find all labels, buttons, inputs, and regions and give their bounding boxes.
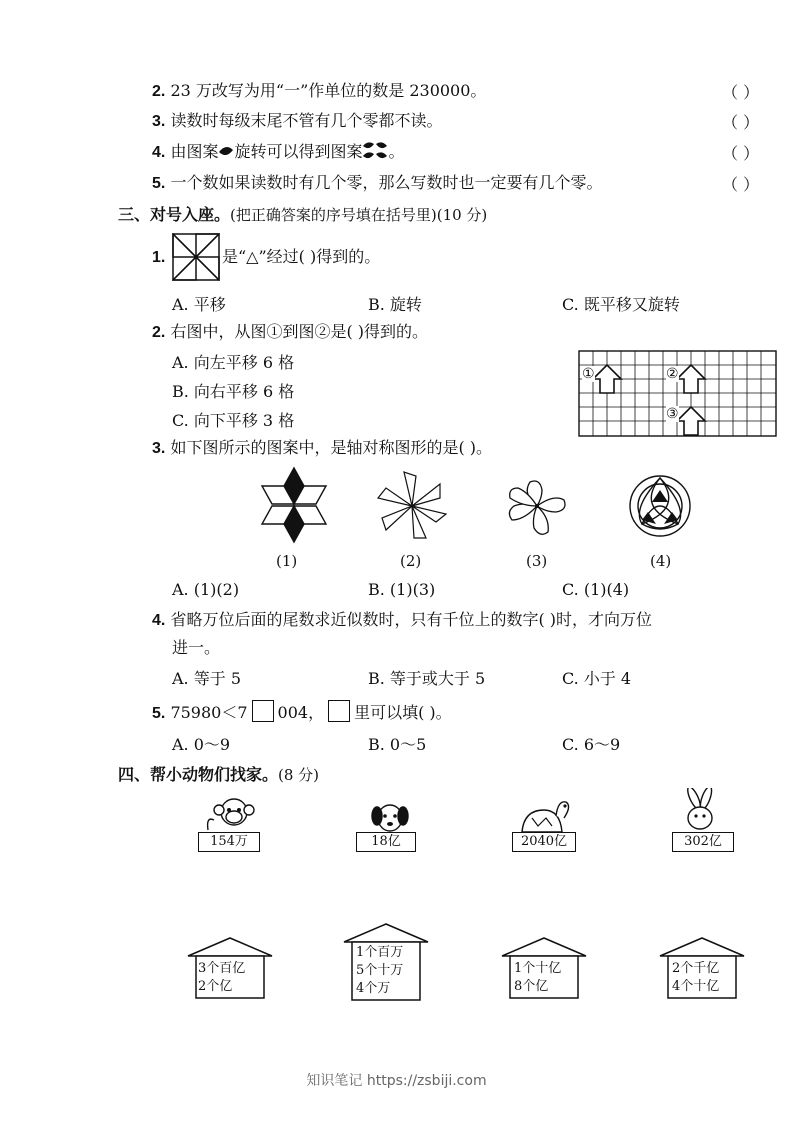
answer-paren[interactable]: （ ） — [722, 144, 760, 163]
judge-item-3: 3. 读数时每级末尾不管有几个零都不读。 — [152, 111, 443, 130]
house-label[interactable]: 2个千亿 4个十亿 — [672, 961, 720, 994]
option-a[interactable]: A. 平移 — [172, 295, 226, 314]
pinwheel-triangle-figure — [172, 233, 220, 281]
animal-sign[interactable]: 2040亿 — [512, 832, 576, 852]
figure-caption: (3) — [526, 552, 548, 570]
figure-caption: (1) — [276, 552, 298, 570]
translation-grid-figure — [578, 350, 778, 438]
q4-line: 4. 省略万位后面的尾数求近似数时，只有千位上的数字( )时，才向万位 — [152, 610, 653, 629]
section4-heading: 四、帮小动物们找家。(8 分) — [118, 765, 320, 784]
q3-line: 3. 如下图所示的图案中，是轴对称图形的是( )。 — [152, 438, 493, 457]
option-b[interactable]: B. 0～5 — [368, 735, 427, 754]
judge-item-2: 2. 23 万改写为用“一”作单位的数是 230000。 — [152, 81, 487, 100]
answer-paren[interactable]: （ ） — [722, 83, 760, 102]
option-b[interactable]: B. 向右平移 6 格 — [172, 382, 295, 401]
footer-watermark: 知识笔记 https://zsbiji.com — [306, 1073, 487, 1089]
figure-caption: (4) — [650, 552, 672, 570]
option-c[interactable]: C. 6～9 — [562, 735, 621, 754]
option-b[interactable]: B. (1)(3) — [368, 580, 436, 599]
flower-figure — [502, 476, 572, 540]
blank-box[interactable] — [328, 700, 350, 722]
animal-sign[interactable]: 154万 — [198, 832, 260, 852]
q4-line-2: 进一。 — [172, 638, 221, 657]
leaf-shape-icon — [218, 145, 234, 159]
option-c[interactable]: C. 既平移又旋转 — [562, 295, 680, 314]
q1-text: 是“△”经过( )得到的。 — [222, 247, 381, 266]
answer-paren[interactable]: （ ） — [722, 113, 760, 132]
blank-box[interactable] — [252, 700, 274, 722]
grid-label-2: ② — [666, 366, 679, 382]
house-label[interactable]: 1个百万 5个十万 4个万 — [356, 945, 404, 996]
q2-line: 2. 右图中，从图①到图②是( )得到的。 — [152, 322, 429, 341]
q1-line: 1. — [152, 249, 166, 266]
grid-label-1: ① — [582, 366, 595, 382]
dog-icon — [370, 800, 410, 836]
option-a[interactable]: A. (1)(2) — [172, 580, 240, 599]
option-b[interactable]: B. 等于或大于 5 — [368, 669, 486, 688]
judge-item-5: 5. 一个数如果读数时有几个零，那么写数时也一定要有几个零。 — [152, 173, 603, 192]
pinwheel-figure — [374, 468, 450, 544]
house-label[interactable]: 1个十亿 8个亿 — [514, 961, 562, 994]
judge-item-4: 4. 由图案 旋转可以得到图案 。 — [152, 142, 405, 161]
house-label[interactable]: 3个百亿 2个亿 — [198, 961, 246, 994]
option-a[interactable]: A. 等于 5 — [172, 669, 241, 688]
four-leaves-icon — [362, 141, 388, 161]
turtle-icon — [518, 794, 572, 836]
figure-caption: (2) — [400, 552, 422, 570]
star-diamonds-figure — [258, 466, 330, 544]
monkey-icon — [204, 796, 260, 836]
rabbit-icon — [676, 788, 724, 836]
option-a[interactable]: A. 0～9 — [172, 735, 231, 754]
option-c[interactable]: C. (1)(4) — [562, 580, 630, 599]
section3-heading: 三、对号入座。(把正确答案的序号填在括号里)(10 分) — [118, 205, 488, 224]
answer-paren[interactable]: （ ） — [722, 175, 760, 194]
triquetra-figure — [624, 468, 696, 540]
option-a[interactable]: A. 向左平移 6 格 — [172, 353, 295, 372]
option-c[interactable]: C. 向下平移 3 格 — [172, 411, 295, 430]
grid-label-3: ③ — [666, 406, 679, 422]
animal-sign[interactable]: 302亿 — [672, 832, 734, 852]
animal-sign[interactable]: 18亿 — [356, 832, 416, 852]
option-c[interactable]: C. 小于 4 — [562, 669, 632, 688]
option-b[interactable]: B. 旋转 — [368, 295, 422, 314]
q5-line: 5. 75980＜7 004， 里可以填( )。 — [152, 700, 452, 725]
